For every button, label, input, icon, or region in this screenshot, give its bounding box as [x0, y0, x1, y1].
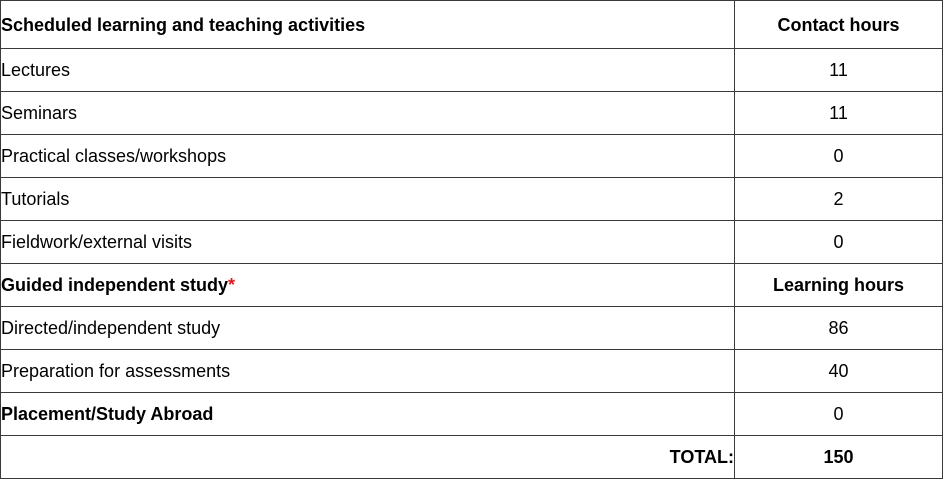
total-value: 150 — [735, 436, 943, 479]
guided-header-row — [1, 264, 943, 307]
scheduled-header-row — [1, 1, 943, 49]
activity-label-tutorials: Tutorials — [1, 178, 735, 221]
hours-value-assessments: 40 — [735, 350, 943, 393]
hours-value-tutorials: 2 — [735, 178, 943, 221]
hours-value-fieldwork: 0 — [735, 221, 943, 264]
table-row — [1, 92, 943, 135]
scheduled-header-label: Scheduled learning and teaching activities — [1, 1, 735, 49]
contact-hours-header: Contact hours — [735, 1, 943, 49]
hours-value-seminars: 11 — [735, 92, 943, 135]
activity-label-fieldwork: Fieldwork/external visits — [1, 221, 735, 264]
guided-header-cell — [1, 264, 735, 307]
activity-label-seminars: Seminars — [1, 92, 735, 135]
activity-label-practical: Practical classes/workshops — [1, 135, 735, 178]
placement-row — [1, 393, 943, 436]
hours-value-directed: 86 — [735, 307, 943, 350]
table-row — [1, 49, 943, 92]
table-row — [1, 135, 943, 178]
table-row — [1, 350, 943, 393]
total-row — [1, 436, 943, 479]
activity-label-directed: Directed/independent study — [1, 307, 735, 350]
total-label: TOTAL: — [1, 436, 735, 479]
hours-value-lectures: 11 — [735, 49, 943, 92]
learning-hours-header: Learning hours — [735, 264, 943, 307]
placement-label: Placement/Study Abroad — [1, 393, 735, 436]
table-row — [1, 178, 943, 221]
activity-label-assessments: Preparation for assessments — [1, 350, 735, 393]
hours-value-practical: 0 — [735, 135, 943, 178]
asterisk-marker: * — [228, 275, 236, 295]
table-row — [1, 221, 943, 264]
guided-header-label: Guided independent study — [1, 275, 229, 295]
placement-value: 0 — [735, 393, 943, 436]
table-row — [1, 307, 943, 350]
activity-label-lectures: Lectures — [1, 49, 735, 92]
